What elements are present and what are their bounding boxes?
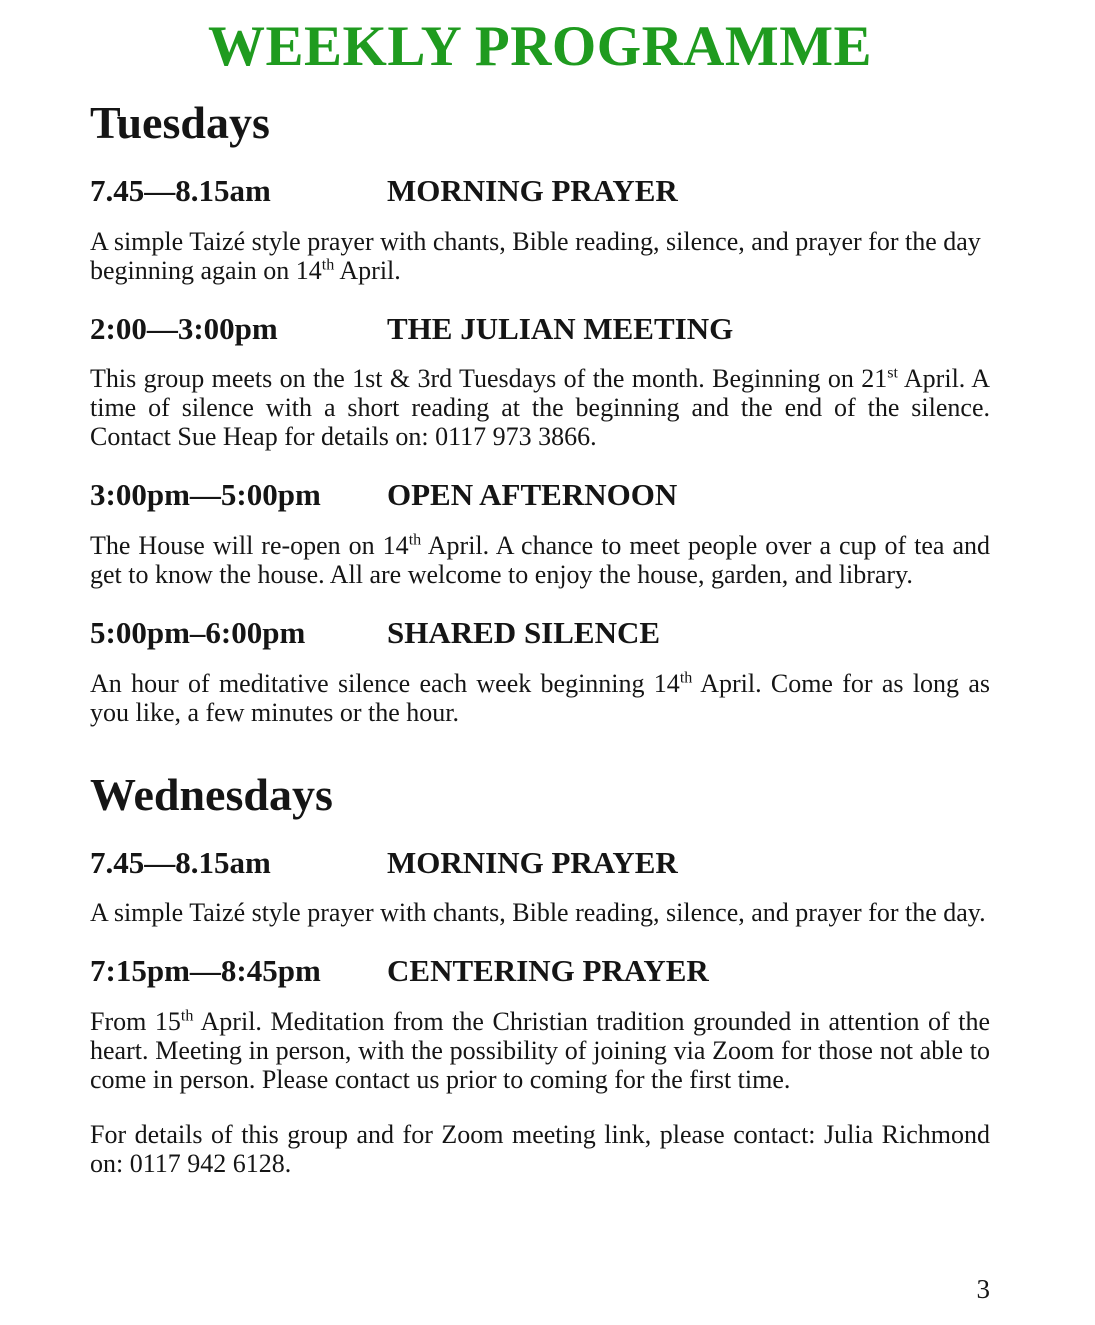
event-description: The House will re-open on 14th April. A chance to meet people over a cup of tea and get to know the house. All are welcome to enjoy the house, garden, and library. [90, 530, 991, 589]
event-description: This group meets on the 1st & 3rd Tuesdays of the month. Beginning on 21st April. A time of silence with a short reading at the beginning and the end of the silence. Contact Sue Heap for details on: 0117 973 3866. [90, 364, 990, 452]
day-section [90, 96, 991, 727]
event-description: A simple Taizé style prayer with chants, Bible reading, silence, and prayer for the day beginning again on 14th April. [90, 226, 981, 285]
event-name: MORNING PRAYER [387, 172, 678, 208]
event-time: 7.45—8.15am [90, 844, 271, 880]
ordinal-superscript: th [408, 531, 422, 549]
event-description: From 15th April. Meditation from the Christian tradition grounded in attention of the heart. Meeting in person, with the possibility of joining via Zoom for those not able to come in person. Please contact us prior to coming for the first time. [90, 1007, 990, 1095]
event-header [90, 615, 990, 651]
event-time: 7.45—8.15am [90, 172, 271, 208]
day-section [90, 768, 990, 1179]
event-name: THE JULIAN MEETING [387, 310, 734, 346]
event-header [90, 953, 990, 989]
ordinal-superscript: th [180, 1007, 194, 1025]
ordinal-superscript: th [321, 255, 335, 273]
ordinal-superscript: th [679, 668, 693, 686]
event-name: SHARED SILENCE [387, 614, 661, 650]
event-header [90, 311, 990, 347]
event-header [90, 845, 990, 881]
event-time: 5:00pm–6:00pm [90, 614, 306, 650]
sections [90, 96, 991, 1179]
event-header [90, 173, 990, 209]
event-name: MORNING PRAYER [387, 844, 678, 880]
ordinal-superscript: st [887, 364, 898, 382]
event-time: 3:00pm—5:00pm [90, 477, 321, 513]
event-name: OPEN AFTERNOON [387, 477, 678, 513]
event-description: For details of this group and for Zoom meeting link, please contact: Julia Richmond on: 0117 942 6128. [90, 1120, 990, 1179]
day-heading: Wednesdays [90, 768, 333, 820]
event-name: CENTERING PRAYER [387, 953, 709, 989]
page-title: WEEKLY PROGRAMME [207, 15, 873, 78]
event-description: A simple Taizé style prayer with chants, Bible reading, silence, and prayer for the day. [90, 898, 986, 928]
event-header [90, 477, 990, 513]
event-description: An hour of meditative silence each week beginning 14th April. Come for as long as you like, a few minutes or the hour. [90, 668, 990, 727]
page-number: 3 [976, 1274, 990, 1305]
day-heading: Tuesdays [90, 96, 270, 148]
event-time: 7:15pm—8:45pm [90, 953, 321, 989]
event-time: 2:00—3:00pm [90, 310, 278, 346]
